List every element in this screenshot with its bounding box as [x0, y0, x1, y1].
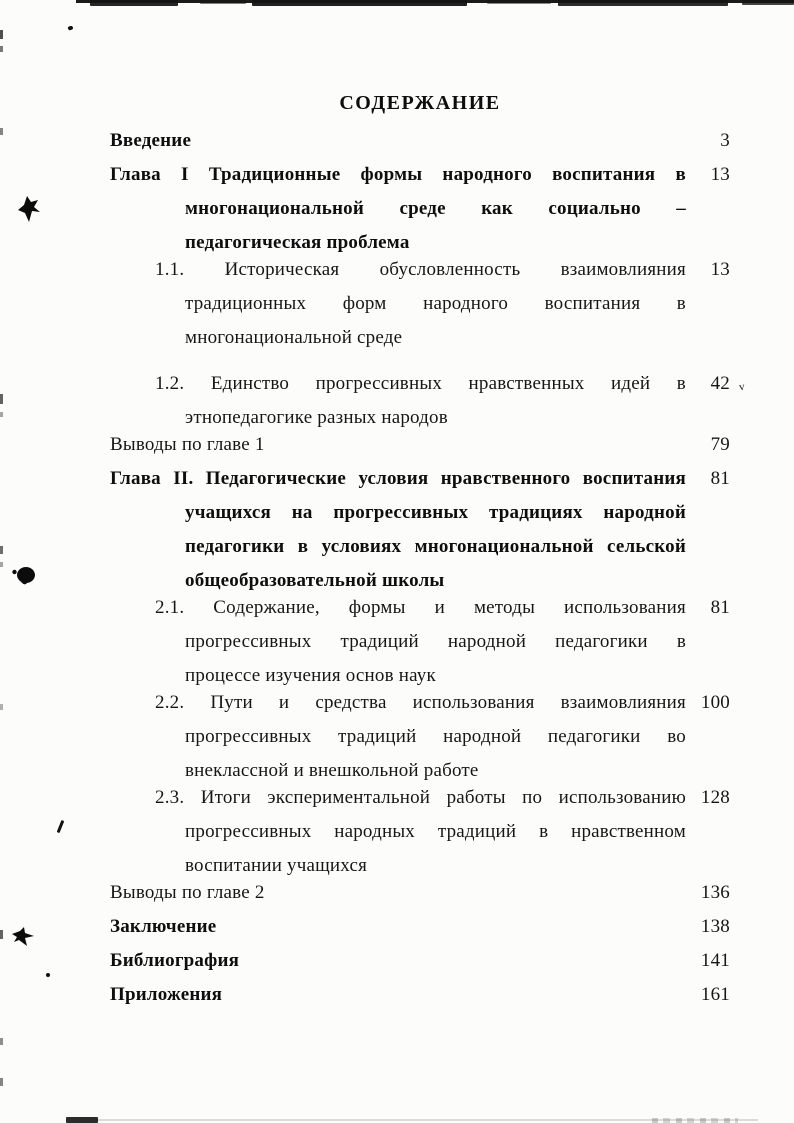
toc-word: экспериментальной: [267, 787, 431, 808]
page-number: [711, 253, 730, 287]
toc-entry-section-2-2: [110, 686, 730, 788]
toc-word: и: [278, 692, 290, 713]
page-number-value: 13: [710, 259, 730, 280]
toc-line: Выводы по главе 1: [110, 434, 265, 455]
toc-word: Традиционные: [208, 164, 341, 185]
toc-word: 2.2.: [155, 692, 185, 713]
page-number: [711, 158, 730, 192]
toc-line: [155, 367, 686, 401]
toc-entry-text: [110, 591, 686, 693]
toc-word: традиций: [338, 726, 417, 747]
page-number: [701, 781, 730, 815]
page-number-value: 161: [700, 984, 730, 1005]
toc-word: условия: [358, 468, 429, 489]
toc-word: многонациональной: [414, 536, 594, 557]
toc-line: воспитании учащихся: [185, 855, 368, 876]
toc-line: Библиография: [110, 950, 240, 971]
page-number-value: 136: [700, 882, 730, 903]
toc-line: [155, 253, 686, 287]
scan-left-edge-tick: [0, 546, 3, 554]
toc-word: формы: [360, 164, 423, 185]
page-number-value: 79: [710, 434, 730, 455]
toc-word: народного: [442, 164, 532, 185]
toc-line: [155, 591, 686, 625]
toc-word: обусловленность: [379, 259, 521, 280]
toc-entry-text: [110, 876, 686, 910]
toc-word: методы: [473, 597, 536, 618]
table-of-contents: [110, 0, 746, 1012]
page-number: [701, 910, 730, 944]
toc-word: во: [667, 726, 686, 747]
toc-entry-chapter-2: [110, 462, 730, 598]
toc-entry-text: [110, 428, 686, 462]
toc-word: народного: [423, 293, 509, 314]
toc-word: многонациональной: [185, 198, 365, 219]
toc-line: Выводы по главе 2: [110, 882, 265, 903]
toc-line: [155, 686, 686, 720]
toc-entry-text: [110, 944, 686, 978]
toc-word: 2.3.: [155, 787, 185, 808]
scan-bottom-edge-line: [96, 1119, 758, 1121]
toc-word: форм: [342, 293, 387, 314]
page-number-value: 141: [700, 950, 730, 971]
scan-left-edge-tick: [0, 704, 3, 710]
check-annotation-mark: v: [738, 380, 746, 394]
page-number: [701, 944, 730, 978]
toc-entry-conclusion: [110, 910, 730, 944]
toc-word: использованию: [558, 787, 686, 808]
page-number-value: 81: [710, 597, 730, 618]
toc-line: [185, 287, 686, 321]
page-number-value: 138: [700, 916, 730, 937]
toc-word: Содержание,: [213, 597, 320, 618]
toc-entry-conclusions-chapter-2: [110, 876, 730, 910]
toc-word: формы: [348, 597, 406, 618]
page-number-value: 3: [720, 130, 730, 151]
toc-word: традиций: [340, 631, 419, 652]
toc-word: воспитания: [552, 164, 656, 185]
toc-word: прогрессивных: [333, 502, 469, 523]
toc-word: и: [434, 597, 445, 618]
toc-line: общеобразовательной школы: [185, 570, 445, 591]
toc-word: 1.2.: [155, 373, 185, 394]
toc-word: воспитания: [582, 468, 686, 489]
page-number: [701, 978, 730, 1012]
toc-word: традициях: [488, 502, 583, 523]
scan-left-edge-tick: [0, 1078, 3, 1086]
toc-entry-bibliography: [110, 944, 730, 978]
page-number: [701, 876, 730, 910]
scan-top-edge-segment: [742, 0, 794, 5]
toc-word: Глава: [110, 468, 161, 489]
toc-line: [185, 192, 686, 226]
toc-word: как: [481, 198, 513, 219]
page-number: [711, 591, 730, 625]
scan-left-edge-tick: [0, 128, 3, 135]
toc-word: нравственных: [468, 373, 585, 394]
page-number-value: 81: [710, 468, 730, 489]
toc-word: в: [676, 373, 686, 394]
toc-word: воспитания: [544, 293, 641, 314]
page-number-value: 42: [710, 373, 730, 394]
page-title: СОДЕРЖАНИЕ: [339, 92, 501, 114]
page-number: [720, 124, 730, 158]
scan-left-edge-tick: [0, 562, 3, 567]
page-number: [711, 428, 730, 462]
toc-word: прогрессивных: [315, 373, 443, 394]
toc-line: [155, 781, 686, 815]
scan-left-edge-tick: [0, 30, 3, 39]
toc-word: социально: [548, 198, 641, 219]
toc-entry-list: [110, 124, 746, 1012]
toc-word: идей: [611, 373, 651, 394]
toc-word: I: [181, 164, 189, 185]
toc-entry-text: [110, 124, 686, 158]
ink-blob-icon: [17, 195, 43, 225]
page-number-value: 100: [700, 692, 730, 713]
toc-word: нравственном: [571, 821, 686, 842]
toc-word: использования: [412, 692, 535, 713]
toc-word: сельской: [606, 536, 686, 557]
toc-line: процессе изучения основ наук: [185, 665, 436, 686]
toc-entry-section-1-1: [110, 253, 730, 355]
page-number: [701, 686, 730, 720]
scan-left-edge-tick: [0, 46, 3, 52]
toc-word: народной: [443, 726, 522, 747]
toc-word: Историческая: [224, 259, 340, 280]
toc-word: взаимовлияния: [560, 259, 686, 280]
toc-word: народной: [447, 631, 527, 652]
pen-slash-mark: [57, 820, 64, 833]
toc-word: 1.1.: [155, 259, 185, 280]
ink-dot: [46, 973, 50, 977]
toc-line: внеклассной и внешкольной работе: [185, 760, 479, 781]
toc-word: использования: [564, 597, 686, 618]
toc-entry-introduction: [110, 124, 730, 158]
toc-entry-text: [110, 978, 686, 1012]
toc-entry-section-2-1: [110, 591, 730, 693]
toc-entry-text: [110, 367, 686, 435]
toc-word: Педагогические: [205, 468, 347, 489]
toc-word: среде: [399, 198, 446, 219]
toc-line: [185, 530, 686, 564]
page-number: [710, 367, 746, 401]
toc-entry-text: [110, 910, 686, 944]
toc-word: на: [291, 502, 313, 523]
toc-word: Итоги: [200, 787, 251, 808]
toc-line: Введение: [110, 130, 192, 151]
scan-bottom-right-smudge: [652, 1118, 738, 1123]
toc-word: в: [539, 821, 549, 842]
page-number: [711, 462, 730, 496]
toc-word: работы: [446, 787, 506, 808]
page-number-value: 13: [710, 164, 730, 185]
toc-entry-text: [110, 158, 686, 260]
toc-word: прогрессивных: [185, 726, 312, 747]
toc-word: педагогики: [185, 536, 285, 557]
toc-entry-text: [110, 462, 686, 598]
toc-word: в: [676, 631, 686, 652]
toc-word: традиционных: [185, 293, 307, 314]
toc-line: [185, 625, 686, 659]
toc-line: этнопедагогике разных народов: [185, 407, 448, 428]
toc-word: II.: [173, 468, 194, 489]
toc-entry-conclusions-chapter-1: [110, 428, 730, 462]
toc-word: народных: [334, 821, 415, 842]
toc-word: 2.1.: [155, 597, 185, 618]
toc-word: традиций: [437, 821, 517, 842]
ink-dot: [67, 25, 73, 31]
scan-left-edge-tick: [0, 1038, 3, 1045]
toc-entry-text: [110, 686, 686, 788]
toc-word: в: [675, 164, 686, 185]
toc-word: учащихся: [185, 502, 271, 523]
toc-line: [185, 496, 686, 530]
scan-left-edge-tick: [0, 930, 3, 939]
toc-word: нравственного: [440, 468, 571, 489]
toc-line: [185, 815, 686, 849]
toc-line: [110, 158, 686, 192]
toc-word: прогрессивных: [185, 631, 312, 652]
toc-word: педагогики: [547, 726, 641, 747]
toc-line: Приложения: [110, 984, 223, 1005]
toc-word: Глава: [110, 164, 161, 185]
toc-line: [185, 720, 686, 754]
toc-line: [110, 462, 686, 496]
toc-entry-text: [110, 781, 686, 883]
toc-entry-section-2-3: [110, 781, 730, 883]
ink-blob-icon: [11, 563, 39, 593]
toc-word: в: [297, 536, 309, 557]
toc-line: многонациональной среде: [185, 327, 403, 348]
ink-blob-icon: [10, 926, 40, 952]
toc-word: средства: [315, 692, 387, 713]
toc-word: условиях: [321, 536, 402, 557]
toc-word: педагогики: [555, 631, 648, 652]
page-number-value: 128: [700, 787, 730, 808]
toc-line: Заключение: [110, 916, 217, 937]
toc-word: по: [522, 787, 543, 808]
toc-word: взаимовлияния: [560, 692, 686, 713]
toc-entry-chapter-1: [110, 158, 730, 260]
toc-line: педагогическая проблема: [185, 232, 410, 253]
toc-entry-section-1-2: [110, 367, 746, 435]
scan-left-edge-tick: [0, 412, 3, 417]
toc-word: Единство: [210, 373, 290, 394]
toc-entry-text: [110, 253, 686, 355]
toc-word: прогрессивных: [185, 821, 312, 842]
scan-bottom-edge-mark: [66, 1117, 98, 1123]
toc-entry-appendices: [110, 978, 730, 1012]
toc-word: в: [676, 293, 686, 314]
scan-left-edge-tick: [0, 394, 3, 404]
toc-word: народной: [603, 502, 686, 523]
toc-word: –: [676, 198, 686, 219]
toc-word: Пути: [210, 692, 253, 713]
